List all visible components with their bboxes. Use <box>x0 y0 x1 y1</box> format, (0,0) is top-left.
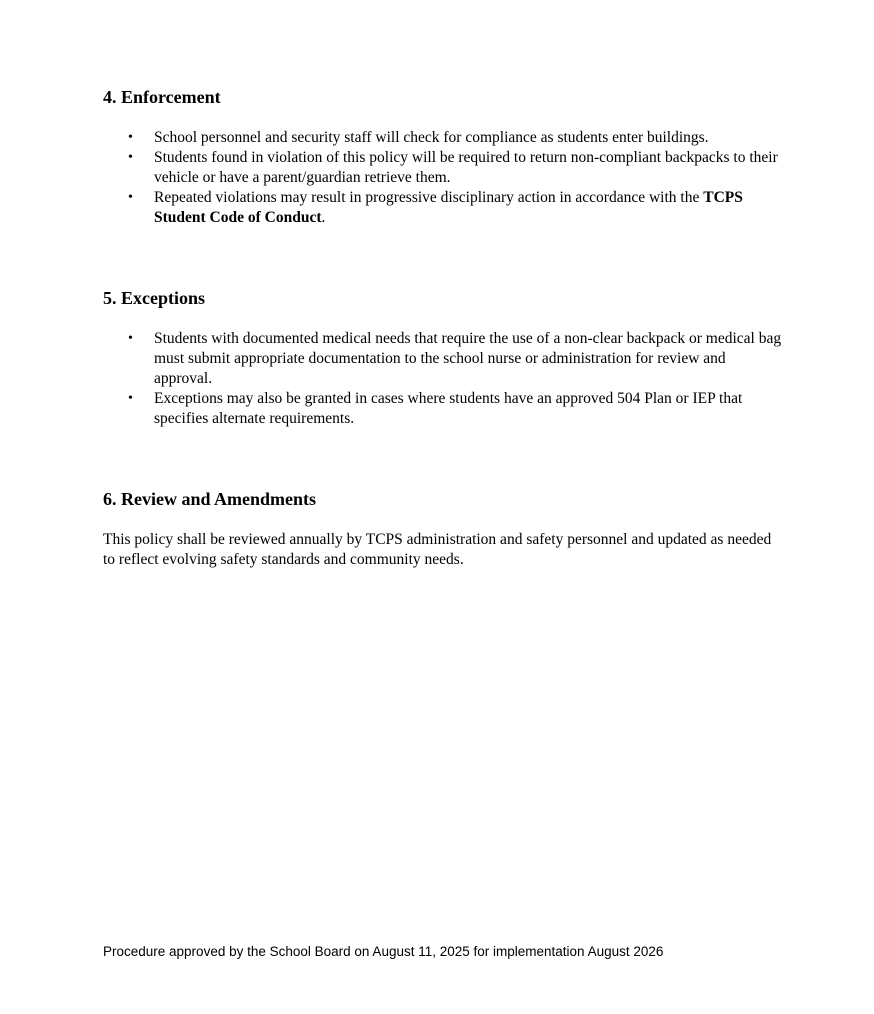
bullet-icon: • <box>128 150 133 165</box>
bullet-list <box>103 128 783 228</box>
list-item-text: School personnel and security staff will check for compliance as students enter buildings. <box>154 129 709 146</box>
section-heading: 4. Enforcement <box>103 87 221 107</box>
bullet-list <box>103 329 783 429</box>
list-item-text-end: . <box>321 209 326 226</box>
list-item-text: Students found in violation of this policy will be required to return non-compliant backpacks to their vehicle or have a parent/guardian retrieve them. <box>154 149 778 186</box>
section-heading: 5. Exceptions <box>103 288 206 308</box>
list-item <box>103 329 783 389</box>
list-item-text: Students with documented medical needs that require the use of a non-clear backpack or medical bag must submit appropriate documentation to the school nurse or administration for review and approval. <box>154 330 782 387</box>
list-item <box>103 188 783 228</box>
section-review-amendments <box>103 489 783 570</box>
bullet-icon: • <box>128 130 133 145</box>
list-item <box>103 128 783 148</box>
section-exceptions <box>103 288 783 429</box>
bullet-icon: • <box>128 391 133 406</box>
review-paragraph: This policy shall be reviewed annually by TCPS administration and safety personnel and updated as needed to reflect evolving safety standards and community needs. <box>103 531 772 568</box>
section-heading: 6. Review and Amendments <box>103 489 317 509</box>
section-enforcement <box>103 87 783 228</box>
list-item <box>103 389 783 429</box>
list-item <box>103 148 783 188</box>
bullet-icon: • <box>128 190 133 205</box>
bullet-icon: • <box>128 331 133 346</box>
code-of-conduct-reference: TCPS Student Code of Conduct <box>154 189 743 226</box>
approval-footer: Procedure approved by the School Board on August 11, 2025 for implementation August 2026 <box>103 944 664 959</box>
list-item-text: Exceptions may also be granted in cases where students have an approved 504 Plan or IEP that specifies alternate requirements. <box>154 390 743 427</box>
list-item-text: Repeated violations may result in progressive disciplinary action in accordance with the <box>154 189 704 206</box>
